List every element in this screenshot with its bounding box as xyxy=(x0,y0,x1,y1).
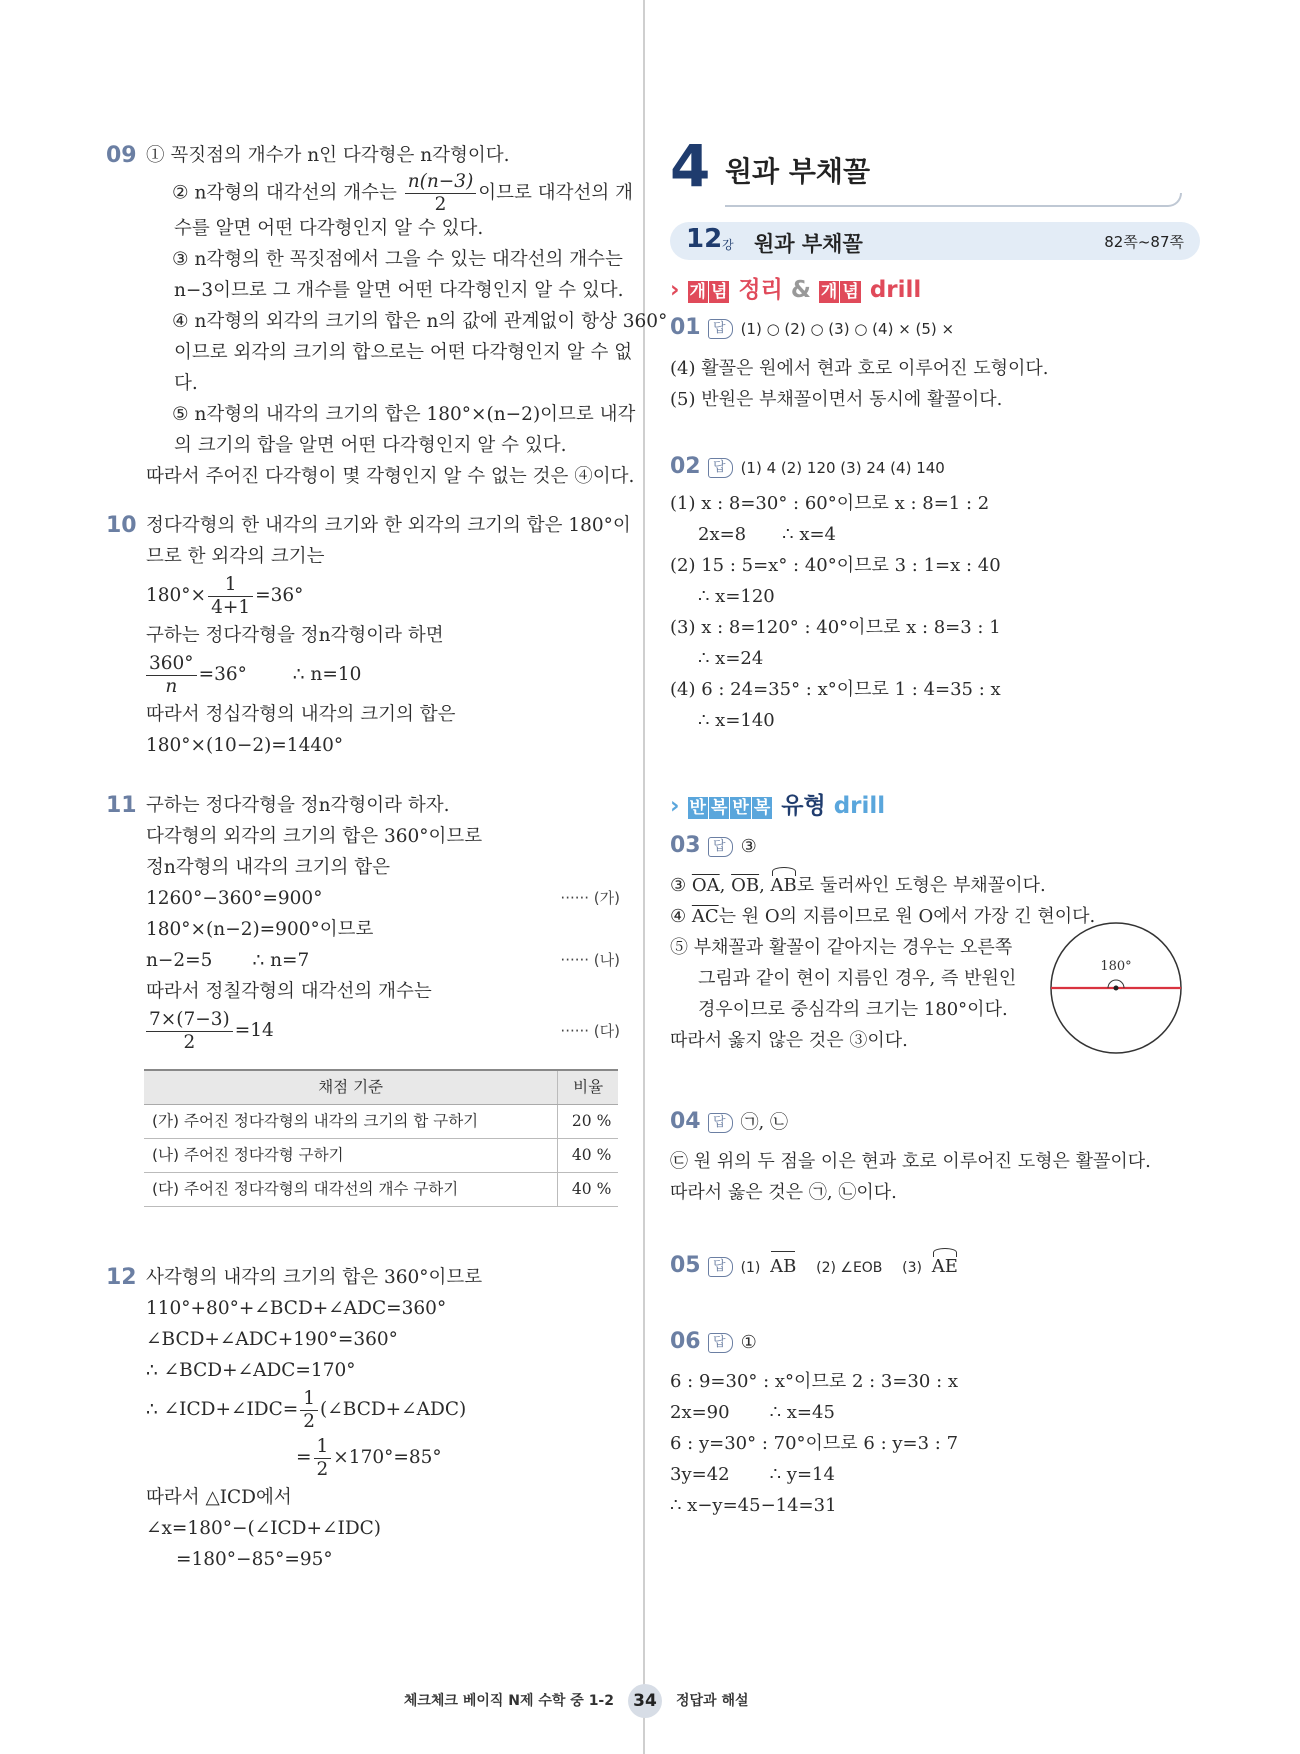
text-line: 180°× $\frac{1}{4+1}$ =36° xyxy=(146,573,304,618)
grading-header-ratio: 비율 xyxy=(558,1070,618,1105)
text-line: 110°+80°+∠BCD+∠ADC=360° xyxy=(146,1298,447,1319)
table-row: (나) 주어진 정다각형 구하기 40 % xyxy=(144,1139,618,1173)
text-line: ㉢ 원 위의 두 점을 이은 현과 호로 이루어진 도형은 활꼴이다. xyxy=(670,1151,1151,1172)
text-line: 경우이므로 중심각의 크기는 180°이다. xyxy=(698,999,1008,1020)
text-line: ③ n각형의 한 꼭짓점에서 그을 수 있는 대각선의 개수는 xyxy=(172,249,623,270)
text-line: 구하는 정다각형을 정n각형이라 하면 xyxy=(146,625,444,646)
problem-number: 09 xyxy=(106,143,137,168)
text-line: 정다각형의 한 내각의 크기와 한 외각의 크기의 합은 180°이 xyxy=(146,515,631,536)
problem-12 xyxy=(100,1262,620,1575)
text-line: (5) 반원은 부채꼴이면서 동시에 활꼴이다. xyxy=(670,389,1003,410)
text-line: 이므로 외각의 크기의 합으로는 어떤 다각형인지 알 수 없 xyxy=(174,342,633,363)
lesson-number: 12 xyxy=(686,224,723,254)
text-line: 180°×(n−2)=900°이므로 xyxy=(146,919,374,940)
arc-mark-icon xyxy=(771,1251,795,1259)
text-line: = $\frac{1}{2}$ ×170°=85° xyxy=(296,1435,442,1480)
problem-11 xyxy=(100,790,620,1207)
text-line: 의 크기의 합을 알면 어떤 다각형인지 알 수 있다. xyxy=(174,435,567,456)
answer-badge: 답 xyxy=(708,1333,733,1353)
text-line: 그림과 같이 현이 지름인 경우, 즉 반원인 xyxy=(698,968,1017,989)
fraction: $\frac{7\times(7-3)}{2}$ xyxy=(146,1009,233,1054)
text-line: ④ $\overline{AC}$는 원 O의 지름이므로 원 O에서 가장 긴 현이다. xyxy=(670,906,1096,927)
lesson-pages: 82쪽~87쪽 xyxy=(1104,233,1184,251)
answer-badge: 답 xyxy=(708,1257,733,1277)
text-line: 다각형의 외각의 크기의 합은 360°이므로 xyxy=(146,826,483,847)
text-line: 다. xyxy=(174,373,198,394)
text-line: (4) 활꼴은 원에서 현과 호로 이루어진 도형이다. xyxy=(670,358,1049,379)
text-line: ∴ x=140 xyxy=(698,710,775,731)
arc-AE: AE xyxy=(932,1251,958,1282)
step-tag: ······ (나) xyxy=(560,951,620,969)
lesson-banner xyxy=(670,222,1200,260)
text-line: 따라서 정십각형의 내각의 크기의 합은 xyxy=(146,704,456,725)
text-line: 2x=90 ∴ x=45 xyxy=(670,1402,835,1423)
text-line: 6 : 9=30° : x°이므로 2 : 3=30 : x xyxy=(670,1371,959,1392)
text-line: ② n각형의 대각선의 개수는 $\frac{n(n-3)}{2}$ 이므로 대각선의 개 xyxy=(172,171,634,215)
grading-table xyxy=(144,1069,618,1207)
text-line: ④ n각형의 외각의 크기의 합은 n의 값에 관계없이 항상 360° xyxy=(172,311,668,332)
text-line: ③ $\overline{OA}$, $\overline{OB}$, AB로 둘러싸인 도형은 부채꼴이다. xyxy=(670,870,1200,901)
fraction: $\frac{360^\circ}{n}$ xyxy=(146,653,197,698)
text-line: ∴ x=24 xyxy=(698,648,764,669)
text-line: =180°−85°=95° xyxy=(176,1549,333,1570)
text-line: ∴ ∠BCD+∠ADC=170° xyxy=(146,1360,356,1381)
text-line: ∴ ∠ICD+∠IDC= $\frac{1}{2}$ (∠BCD+∠ADC) xyxy=(146,1387,467,1432)
question-02: 02 답 (1) 4 (2) 120 (3) 24 (4) 140 (1) x : 8=30° : 60°이므로 x : 8=1 : 2 2x=8 ∴ x=4 (2) 15 : 5=x° : 40°이므로 3 : 1=x : 40 ∴ x=120 (3) x : 8=120° : 40°이므로 x : 8=3 : 1 ∴ x=24 (4) 6 : 24=35° : x°이므로 1 : 4=35 : x ∴ x=140 xyxy=(670,451,1200,736)
text-line: (1) x : 8=30° : 60°이므로 x : 8=1 : 2 xyxy=(670,493,990,514)
text-line: 1260°−360°=900° ······ (가) xyxy=(146,883,620,914)
section-heading-practice: › 반 복 반 복 유형 drill xyxy=(670,793,886,819)
arc-mark-icon xyxy=(772,867,796,876)
step-tag: ······ (가) xyxy=(560,889,620,907)
chapter-underline xyxy=(725,193,1182,207)
chapter-header xyxy=(670,132,1200,210)
center-point xyxy=(1114,986,1119,991)
arc-AB: AB xyxy=(771,870,797,901)
semicircle-figure xyxy=(1048,920,1184,1056)
fraction: $\frac{n(n-3)}{2}$ xyxy=(405,171,477,216)
question-01: 01 답 (1) ○ (2) ○ (3) ○ (4) × (5) × (4) 활꼴은 원에서 현과 호로 이루어진 도형이다. (5) 반원은 부채꼴이면서 동시에 활꼴이다. xyxy=(670,312,1200,415)
question-06: 06 답 ① 6 : 9=30° : x°이므로 2 : 3=30 : x 2x=90 ∴ x=45 6 : y=30° : 70°이므로 6 : y=3 : 7 3y=42 ∴ y=14 ∴ x−y=45−14=31 xyxy=(670,1326,1200,1521)
fraction: $\frac{1}{2}$ xyxy=(300,1388,318,1433)
text-line: ∴ x−y=45−14=31 xyxy=(670,1495,837,1516)
text-line: 3y=42 ∴ y=14 xyxy=(670,1464,835,1485)
text-line: 따라서 주어진 다각형이 몇 각형인지 알 수 없는 것은 ④이다. xyxy=(146,466,635,487)
step-tag: ······ (다) xyxy=(560,1022,620,1040)
text-line: 사각형의 내각의 크기의 합은 360°이므로 xyxy=(146,1267,483,1288)
problem-10 xyxy=(100,510,631,756)
text-line: 180°×(10−2)=1440° xyxy=(146,735,344,756)
page-footer xyxy=(0,1684,1300,1714)
fraction: $\frac{1}{2}$ xyxy=(314,1436,332,1481)
arc-AB: AB xyxy=(770,1251,796,1282)
question-05: 05 답 (1) AB (2) ∠EOB (3) AE xyxy=(670,1250,1200,1284)
text-line: 따라서 옳은 것은 ㉠, ㉡이다. xyxy=(670,1182,897,1203)
arc-mark-icon xyxy=(933,1248,957,1257)
text-line: 따라서 △ICD에서 xyxy=(146,1487,292,1508)
angle-label: 180° xyxy=(1100,959,1132,974)
text-line: n−2=5 ∴ n=7 ······ (나) xyxy=(146,945,620,976)
right-column xyxy=(670,132,1200,1521)
answer-badge: 답 xyxy=(708,837,733,857)
problem-number: 12 xyxy=(106,1265,137,1290)
page-number: 34 xyxy=(628,1684,662,1718)
text-line: ∠x=180°−(∠ICD+∠IDC) xyxy=(146,1518,382,1539)
text-line: (3) x : 8=120° : 40°이므로 x : 8=3 : 1 xyxy=(670,617,1001,638)
text-line: 구하는 정다각형을 정n각형이라 하자. xyxy=(146,795,450,816)
text-line: ∴ x=120 xyxy=(698,586,775,607)
question-03: 03 답 ③ ③ $\overline{OA}$, $\overline{OB}$, AB로 둘러싸인 도형은 부채꼴이다. ④ $\overline{AC}$는 원 O의 지름이므로 원 O에서 가장 긴 현이다. ⑤ 부채꼴과 활꼴이 같아지는 경우는 오른쪽 그림과 같이 현이 지름인 경우, 즉 반원인 경우이므로 중심각의 크기는 180°이다. 따라서 옳지 않은 것은 ③이다. 180° xyxy=(670,830,1200,1056)
text-line: 정n각형의 내각의 크기의 합은 xyxy=(146,857,391,878)
text-line: 수를 알면 어떤 다각형인지 알 수 있다. xyxy=(174,218,484,239)
lesson-title: 원과 부채꼴 xyxy=(754,232,863,256)
text-line: 므로 한 외각의 크기는 xyxy=(146,546,325,567)
problem-number: 10 xyxy=(106,513,137,538)
text-line: 따라서 옳지 않은 것은 ③이다. xyxy=(670,1030,908,1051)
answer-badge: 답 xyxy=(708,319,733,339)
chevron-right-icon: › xyxy=(670,277,680,303)
chapter-title: 원과 부채꼴 xyxy=(725,155,870,188)
section-label: 정답과 해설 xyxy=(676,1693,749,1709)
section-heading-concept: › 개 념 정리 & 개 념 drill xyxy=(670,277,922,303)
text-line: ⑤ n각형의 내각의 크기의 합은 180°×(n−2)이므로 내각 xyxy=(172,404,636,425)
text-line: n−3이므로 그 개수를 알면 어떤 다각형인지 알 수 있다. xyxy=(174,280,624,301)
answer-badge: 답 xyxy=(708,1113,733,1133)
text-line: 2x=8 ∴ x=4 xyxy=(698,524,836,545)
fraction: $\frac{1}{4+1}$ xyxy=(208,574,253,619)
problem-number: 11 xyxy=(106,793,137,818)
text-line: 따라서 정칠각형의 대각선의 개수는 xyxy=(146,981,432,1002)
text-line: ① 꼭짓점의 개수가 n인 다각형은 n각형이다. xyxy=(146,145,510,166)
page-divider xyxy=(643,0,645,1754)
text-line: ⑤ 부채꼴과 활꼴이 같아지는 경우는 오른쪽 xyxy=(670,937,1013,958)
table-row: (다) 주어진 정다각형의 대각선의 개수 구하기 40 % xyxy=(144,1173,618,1207)
text-line: (2) 15 : 5=x° : 40°이므로 3 : 1=x : 40 xyxy=(670,555,1001,576)
problem-09 xyxy=(100,140,668,487)
text-line: $\frac{7\times(7-3)}{2}$ =14 ······ (다) xyxy=(146,1007,620,1055)
text-line: ∠BCD+∠ADC+190°=360° xyxy=(146,1329,398,1350)
chevron-right-icon: › xyxy=(670,793,680,819)
chapter-number: 4 xyxy=(670,132,711,200)
left-column xyxy=(100,140,668,1575)
lesson-suffix: 강 xyxy=(722,238,734,252)
grading-header-criteria: 채점 기준 xyxy=(144,1070,558,1105)
table-row: (가) 주어진 정다각형의 내각의 크기의 합 구하기 20 % xyxy=(144,1105,618,1139)
answer-badge: 답 xyxy=(708,458,733,478)
text-line: (4) 6 : 24=35° : x°이므로 1 : 4=35 : x xyxy=(670,679,1001,700)
book-title: 체크체크 베이직 N제 수학 중 1-2 xyxy=(403,1693,614,1709)
text-line: $\frac{360^\circ}{n}$ =36° ∴ n=10 xyxy=(146,651,620,699)
text-line: 6 : y=30° : 70°이므로 6 : y=3 : 7 xyxy=(670,1433,959,1454)
question-04: 04 답 ㉠, ㉡ ㉢ 원 위의 두 점을 이은 현과 호로 이루어진 도형은 활꼴이다. 따라서 옳은 것은 ㉠, ㉡이다. xyxy=(670,1106,1200,1208)
